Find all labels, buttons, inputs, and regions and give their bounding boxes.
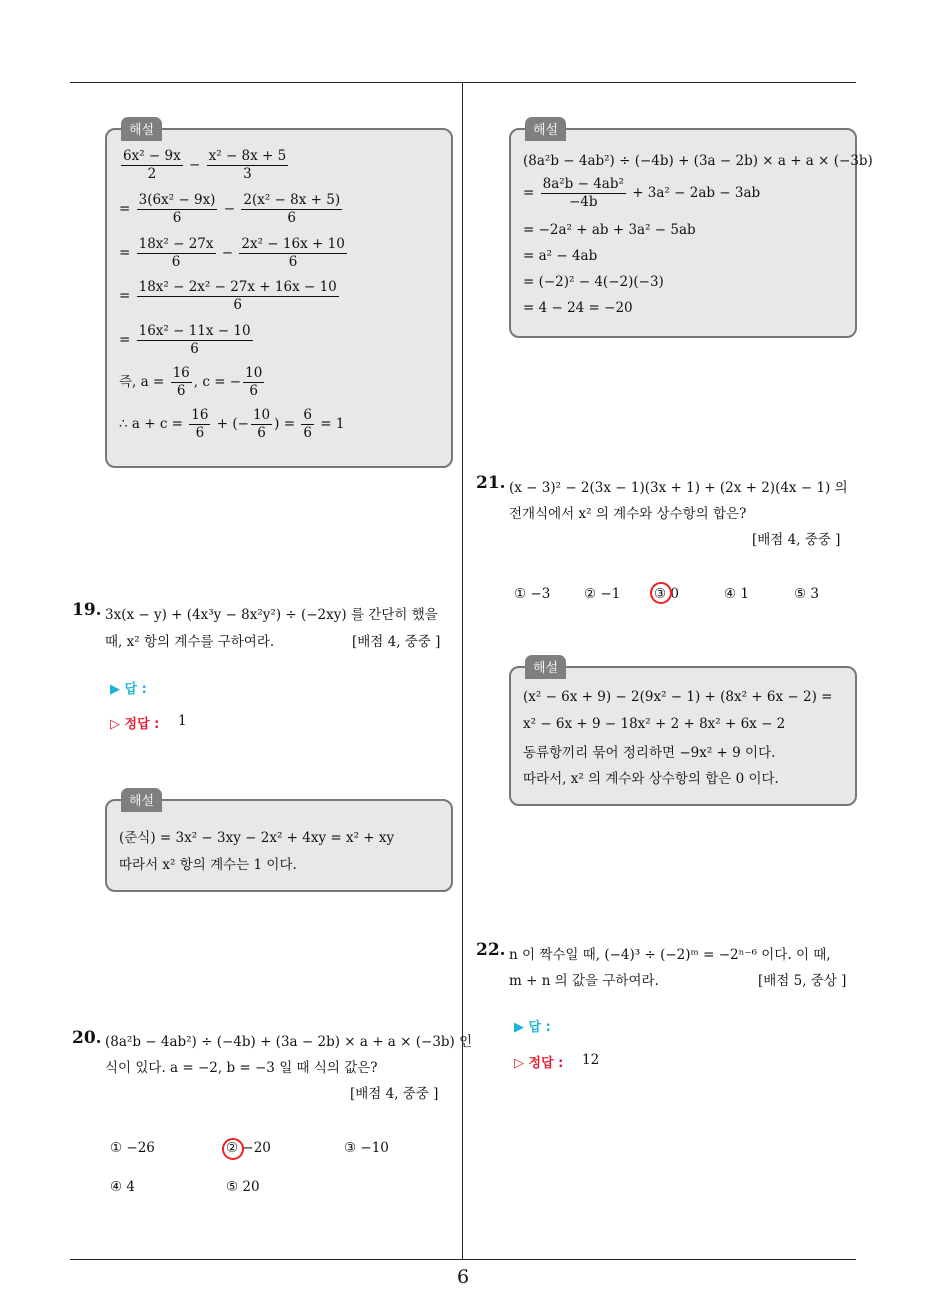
question-text: (8a²b − 4ab²) ÷ (−4b) + (3a − 2b) × a + a × (−3b) 인: [105, 1034, 473, 1050]
solution-box-18: [105, 123, 453, 468]
solution-line: = $\frac{\text{8a²b − 4ab²}}{-4b}$ + 3a² − 2ab − 3ab: [523, 176, 761, 210]
choice-5[interactable]: ⑤ 20: [226, 1179, 260, 1195]
choice-3[interactable]: ③ 0: [654, 586, 679, 602]
solution-line: 따라서 x² 항의 계수는 1 이다.: [119, 857, 297, 873]
answer-field[interactable]: ▶ 답 :: [514, 1020, 551, 1035]
solution-line: 따라서, x² 의 계수와 상수항의 합은 0 이다.: [523, 771, 779, 787]
solution-line: = a² − 4ab: [523, 248, 598, 264]
solution-line: = $\frac{\text{18x² − 27x}}{6}$ − $\frac{\text{2x² − 16x + 10}}{6}$: [119, 236, 345, 270]
solution-box-19: [105, 794, 453, 892]
solution-box-20: [509, 123, 873, 338]
answer-field[interactable]: ▶ 답 :: [110, 682, 147, 697]
question-text: 전개식에서 x² 의 계수와 상수항의 합은?: [509, 506, 747, 522]
choice-4[interactable]: ④ 4: [110, 1179, 135, 1195]
question-number: 22.: [476, 940, 506, 960]
question-text: n 이 짝수일 때, (−4)³ ÷ (−2)ᵐ = −2ⁿ⁻⁶ 이다. 이 때,: [509, 947, 831, 963]
question-number: 21.: [476, 473, 506, 493]
solution-tag: 해설: [525, 655, 566, 679]
question-text: 3x(x − y) + (4x³y − 8x²y²) ÷ (−2xy) 를 간단히 했을: [105, 607, 438, 623]
solution-line: 동류항끼리 묶어 정리하면 −9x² + 9 이다.: [523, 745, 776, 761]
question-text: m + n 의 값을 구하여라.: [509, 973, 659, 989]
question-text: 식이 있다. a = −2, b = −3 일 때 식의 값은?: [105, 1060, 378, 1076]
correct-answer-label: ▷ 정답 :: [514, 1056, 564, 1071]
question-text: (x − 3)² − 2(3x − 1)(3x + 1) + (2x + 2)(4x − 1) 의: [509, 480, 848, 496]
solution-tag: 해설: [121, 788, 162, 812]
solution-line: (8a²b − 4ab²) ÷ (−4b) + (3a − 2b) × a + a × (−3b): [523, 153, 873, 169]
solution-tag: 해설: [525, 117, 566, 141]
choice-5[interactable]: ⑤ 3: [794, 586, 819, 602]
solution-line: = 4 − 24 = −20: [523, 300, 633, 316]
choice-2[interactable]: ② −20: [226, 1140, 271, 1156]
page-number: 6: [456, 1266, 470, 1288]
solution-line: = $\frac{\text{3(6x² − 9x)}}{6}$ − $\frac{\text{2(x² − 8x + 5)}}{6}$: [119, 192, 341, 226]
selected-answer-circle: [650, 582, 672, 604]
solution-box-21: [509, 661, 857, 806]
correct-answer-value: 1: [178, 713, 187, 729]
question-number: 20.: [72, 1028, 102, 1048]
points-label: [배점 4, 중중 ]: [350, 1086, 439, 1102]
points-label: [배점 5, 중상 ]: [758, 973, 847, 989]
choice-4[interactable]: ④ 1: [724, 586, 749, 602]
solution-line: x² − 6x + 9 − 18x² + 2 + 8x² + 6x − 2: [523, 716, 786, 732]
column-divider: [462, 83, 463, 1259]
correct-answer-label: ▷ 정답 :: [110, 717, 160, 732]
selected-answer-circle: [222, 1138, 244, 1160]
choice-3[interactable]: ③ −10: [344, 1140, 389, 1156]
question-text: 때, x² 항의 계수를 구하여라.: [105, 634, 275, 650]
solution-line: = $\frac{\text{16x² − 11x − 10}}{6}$: [119, 323, 251, 357]
top-rule: [70, 82, 856, 83]
solution-line: $\frac{\text{6x² − 9x}}{2}$ − $\frac{\text{x² − 8x + 5}}{3}$: [123, 148, 287, 182]
solution-line: = $\frac{\text{18x² − 2x² − 27x + 16x − 10}}{6}$: [119, 279, 337, 313]
bottom-rule: [70, 1259, 856, 1260]
solution-line: (준식) = 3x² − 3xy − 2x² + 4xy = x² + xy: [119, 830, 395, 846]
solution-line: = −2a² + ab + 3a² − 5ab: [523, 222, 696, 238]
choice-2[interactable]: ② −1: [584, 586, 621, 602]
solution-line: ∴ a + c = $\frac{16}{6}$ + (− $\frac{10}{6}$ ) = $\frac{6}{6}$ = 1: [119, 407, 345, 441]
points-label: [배점 4, 중중 ]: [752, 532, 841, 548]
solution-line: (x² − 6x + 9) − 2(9x² − 1) + (8x² + 6x − 2) =: [523, 689, 833, 705]
points-label: [배점 4, 중중 ]: [352, 634, 441, 650]
question-number: 19.: [72, 600, 102, 620]
choice-1[interactable]: ① −26: [110, 1140, 155, 1156]
correct-answer-value: 12: [582, 1052, 600, 1068]
choice-1[interactable]: ① −3: [514, 586, 551, 602]
solution-line: 즉, a = $\frac{16}{6}$ , c = − $\frac{10}{6}$: [119, 365, 263, 399]
solution-line: = (−2)² − 4(−2)(−3): [523, 274, 664, 290]
solution-tag: 해설: [121, 117, 162, 141]
